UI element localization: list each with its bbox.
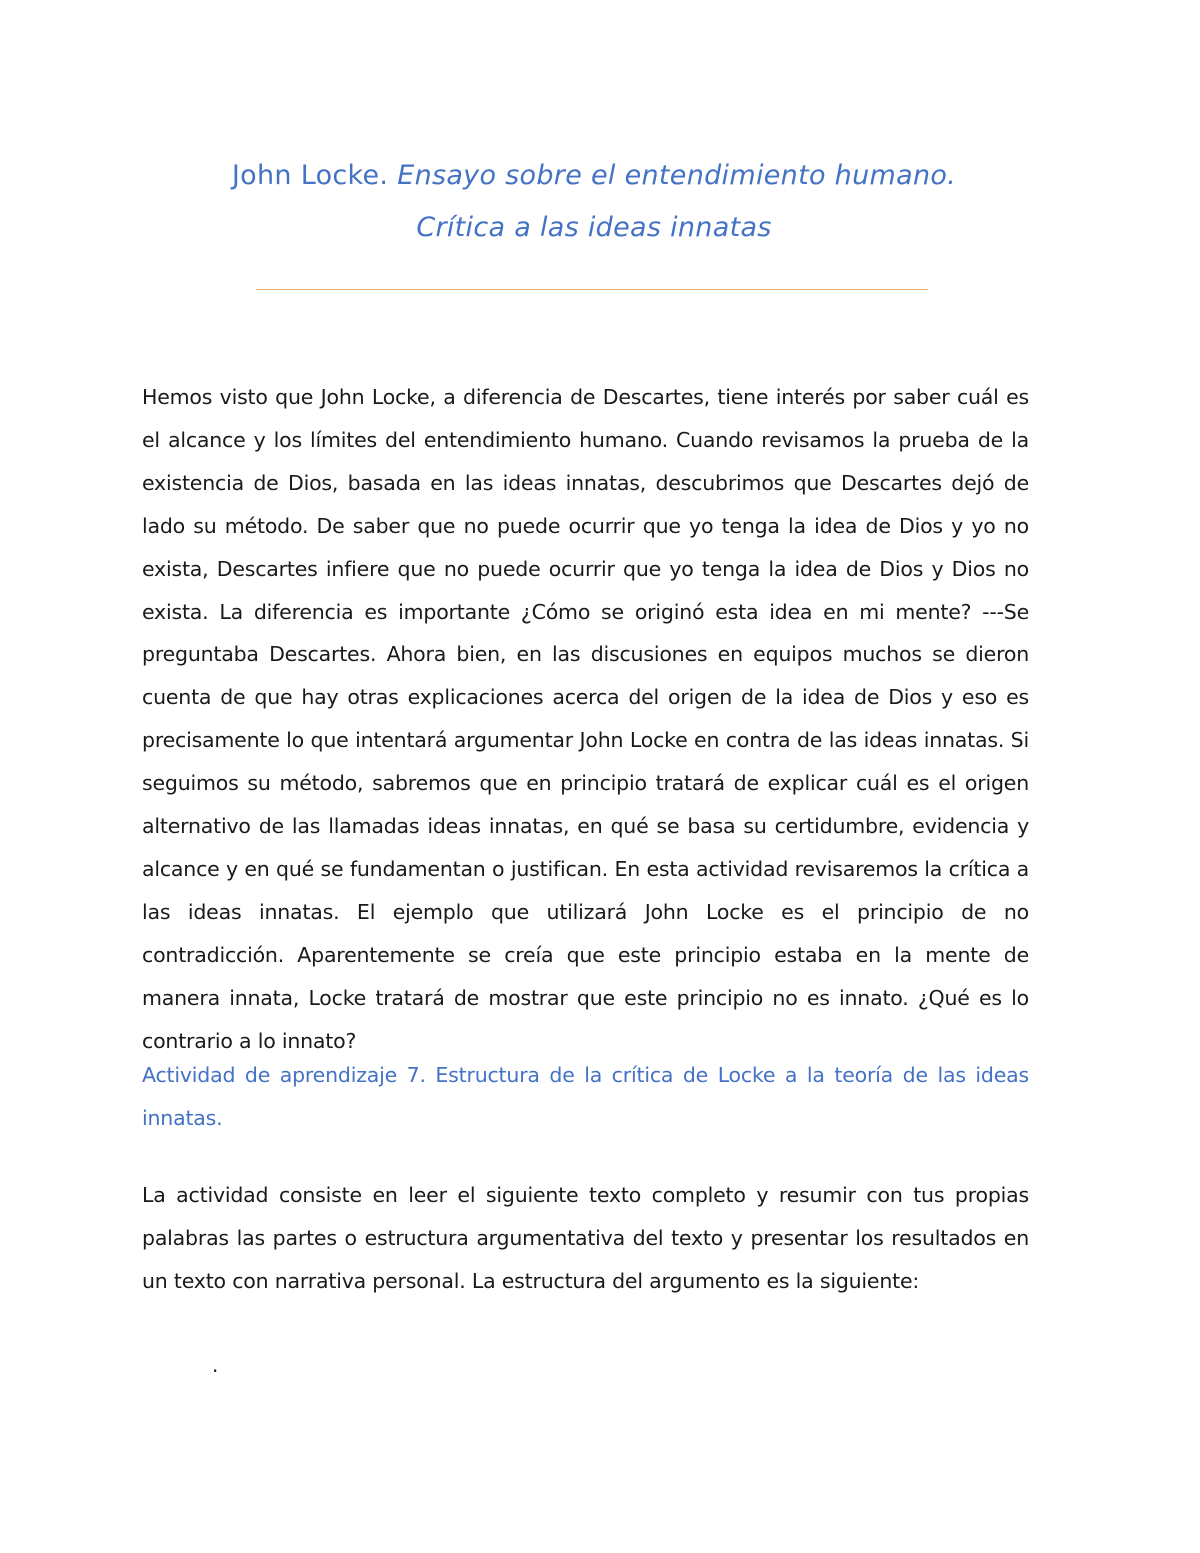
intro-paragraph: Hemos visto que John Locke, a diferencia de Descartes, tiene interés por saber cuál es el alcance y los límites del entendimiento humano. Cuando revisamos la prueba de la existencia de Dios, basada en las ideas innatas, descubrimos que Descartes dejó de lado su método. De saber que no puede ocurrir que yo tenga la idea de Dios y yo no exista, Descartes infiere que no puede ocurrir que yo tenga la idea de Dios y Dios no exista. La diferencia es importante ¿Cómo se originó esta idea en mi mente? ---Se preguntaba Descartes. Ahora bien, en las discusiones en equipos muchos se dieron cuenta de que hay otras explicaciones acerca del origen de la idea de Dios y eso es precisamente lo que intentará argumentar John Locke en contra de las ideas innatas. Si seguimos su método, sabremos que en principio tratará de explicar cuál es el origen alternativo de las llamadas ideas innatas, en qué se basa su certidumbre, evidencia y alcance y en qué se fundamentan o justifican. En esta actividad revisaremos la crítica a las ideas innatas. El ejemplo que utilizará John Locke es el principio de no contradicción. Aparentemente se creía que este principio estaba en la mente de manera innata, Locke tratará de mostrar que este principio no es innato. ¿Qué es lo contrario a lo innato? [142,385,1029,1053]
document-title [0,150,1188,254]
activity-description: La actividad consiste en leer el siguiente texto completo y resumir con tus propias palabras las partes o estructura argumentativa del texto y presentar los resultados en un texto con narrativa personal. La estructura del argumento es la siguiente: [142,1183,1029,1293]
activity-heading: Actividad de aprendizaje 7. Estructura de la crítica de Locke a la teoría de las ideas innatas. [142,1063,1029,1130]
title-line-1 [0,150,1188,202]
title-author: John Locke. [231,160,389,191]
title-work: Ensayo sobre el entendimiento humano. [397,160,957,191]
title-subtitle: Crítica a las ideas innatas [416,212,772,243]
title-divider [256,289,928,290]
list-bullet: . [212,1353,219,1377]
